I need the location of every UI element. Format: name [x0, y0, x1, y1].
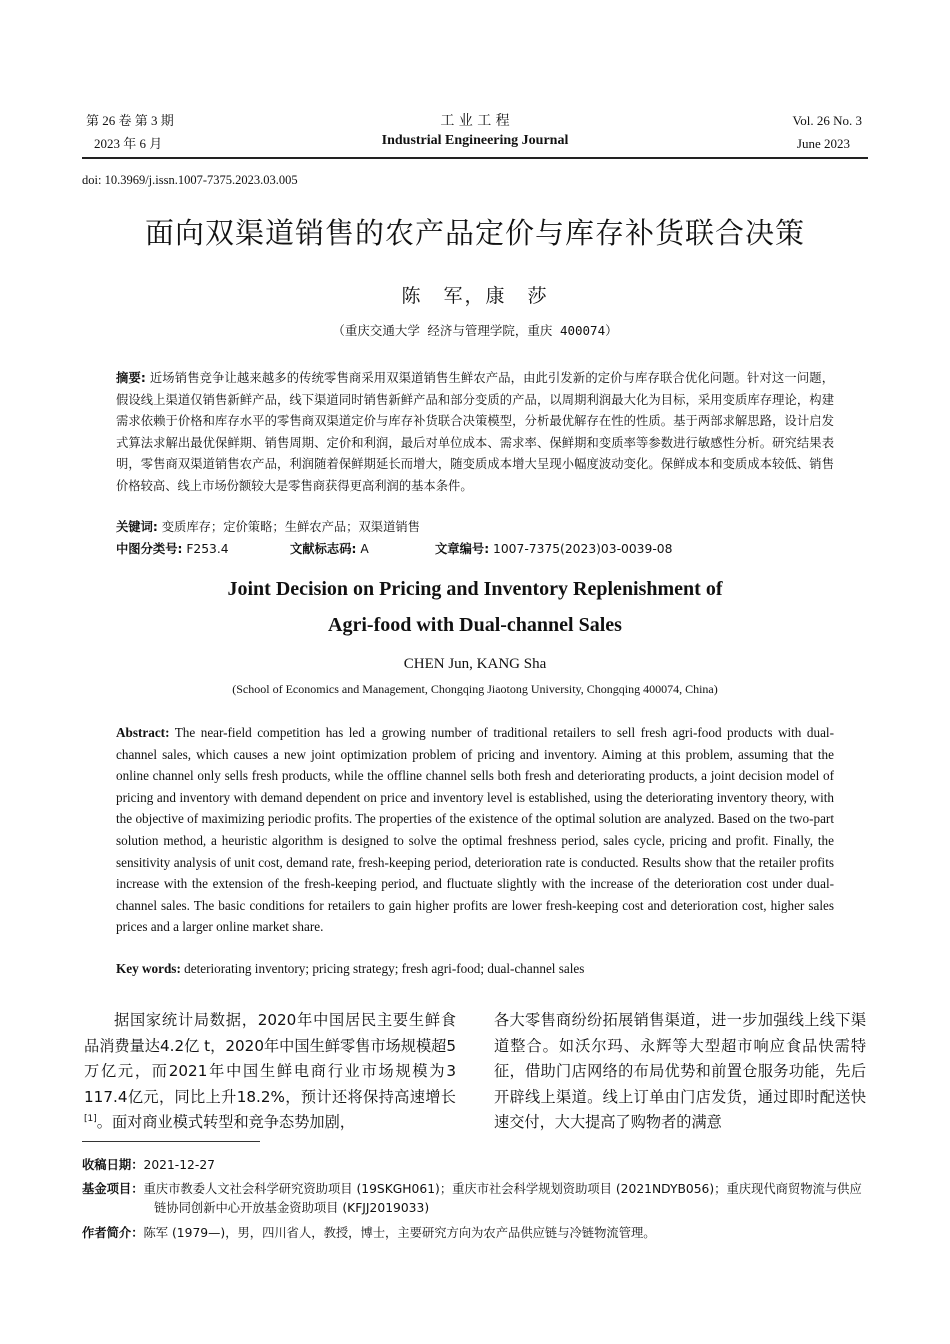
body-right-text: 各大零售商纷纷拓展销售渠道，进一步加强线上线下渠道整合。如沃尔玛、永辉等大型超市响应食品快需特征，借助门店网络的布局优势和前置仓服务功能，先后开辟线上渠道。线上订单由门店发货，通过即时配送快速交付，大大提高了购物者的满意 [494, 1011, 866, 1131]
abstract-cn-label: 摘要: [116, 371, 146, 385]
keywords-cn [116, 517, 834, 539]
article-no-label: 文章编号: [435, 542, 490, 556]
received-label: 收稿日期： [82, 1158, 144, 1172]
doc-code-label: 文献标志码: [290, 542, 357, 556]
author-bio-label: 作者简介： [82, 1226, 144, 1240]
abstract-en [116, 722, 834, 938]
issue-date: 2023 年 6 月 [94, 136, 163, 151]
footnote-rule [82, 1141, 260, 1142]
keywords-cn-text: 变质库存；定价策略；生鲜农产品；双渠道销售 [157, 520, 420, 534]
title-en-line1: Joint Decision on Pricing and Inventory Replenishment of [227, 578, 723, 600]
abstract-cn [116, 368, 834, 498]
body-column-right [494, 1008, 866, 1136]
journal-name-cn: 工 业 工 程 [440, 113, 510, 129]
doc-code-value: A [356, 542, 369, 556]
body-left-text: 据国家统计局数据，2020年中国居民主要生鲜食品消费量达4.2亿 t，2020年中国生鲜零售市场规模超5万亿元，而2021年中国生鲜电商行业市场规模为3 117.4亿元，同比上升18.2%，预计还将保持高速增长 [84, 1011, 456, 1106]
keywords-cn-label: 关键词: [116, 520, 158, 534]
fund-value: 重庆市教委人文社会科学研究资助项目 (19SKGH061)；重庆市社会科学规划资助项目 (2021NDYB056)；重庆现代商贸物流与供应链协同创新中心开放基金资助项目 (KFJJ2019033) [143, 1182, 862, 1215]
keywords-en-label: Key words: [116, 961, 181, 976]
abstract-en-label: Abstract: [116, 725, 170, 740]
author-bio-value: 陈军 (1979—)，男，四川省人，教授，博士，主要研究方向为农产品供应链与冷链物流管理。 [143, 1226, 656, 1240]
body-left-text-end: 。面对商业模式转型和竞争态势加剧， [96, 1113, 355, 1131]
affiliation-cn: （重庆交通大学 经济与管理学院，重庆 400074） [332, 323, 618, 338]
authors-cn: 陈 军，康 莎 [401, 285, 549, 307]
clc-code [116, 539, 229, 557]
abstract-en-text: The near-field competition has led a growing number of traditional retailers to sell fresh agri-food products with dual-channel sales, which causes a new joint optimization problem of pricing and inventory. Aiming at this problem, assuming that the online channel only sells fresh products, while the offline channel sells both fresh and deteriorating products, a joint decision model of pricing and inventory with demand dependent on price and inventory level is established, using the deteriorating inventory theory, with the objective of maximizing periodic profits. The properties of the existence of the optimal solution are analyzed. Based on the two-part solution method, a heuristic algorithm is designed to solve the optimal freshness period, sales cycle, pricing and profit. Finally, the sensitivity analysis of unit cost, demand rate, fresh-keeping period, deterioration rate is conducted. Results show that the retailer profits increase with the extension of the fresh-keeping period, and fluctuate slightly with the increase of the deterioration cost under dual-channel sales. The basic conditions for retailers to gain higher profits are lower fresh-keeping cost and deterioration cost, higher sales prices and a larger online market share. [116, 725, 834, 935]
article-no-value: 1007-7375(2023)03-0039-08 [489, 542, 673, 556]
article-number [435, 539, 672, 557]
keywords-en [116, 958, 834, 980]
clc-value: F253.4 [182, 542, 229, 556]
issue-volume: 第 26 卷 第 3 期 [86, 113, 174, 128]
received-value: 2021-12-27 [143, 1158, 215, 1172]
vol-no-en: Vol. 26 No. 3 [792, 113, 862, 128]
fund-note [82, 1180, 868, 1218]
citation-ref[interactable]: [1] [84, 1113, 97, 1124]
author-bio [82, 1224, 868, 1243]
abstract-cn-text: 近场销售竞争让越来越多的传统零售商采用双渠道销售生鲜农产品，由此引发新的定价与库存联合优化问题。针对这一问题，假设线上渠道仅销售新鲜产品，线下渠道同时销售新鲜产品和部分变质的产品，以周期利润最大化为目标，采用变质库存理论，构建需求依赖于价格和库存水平的零售商双渠道定价与库存补货联合决策模型，分析最优解存在性的性质。基于两部求解思路，设计启发式算法求解出最优保鲜期、销售周期、定价和利润，最后对单位成本、需求率、保鲜期和变质率等参数进行敏感性分析。研究结果表明，零售商双渠道销售农产品，利润随着保鲜期延长而增大，随变质成本增大呈现小幅度波动变化。保鲜成本和变质成本较低、销售价格较高、线上市场份额较大是零售商获得更高利润的基本条件。 [116, 371, 834, 493]
body-column-left [84, 1008, 456, 1136]
title-cn: 面向双渠道销售的农产品定价与库存补货联合决策 [144, 216, 805, 250]
date-en: June 2023 [796, 136, 850, 151]
header-rule [82, 157, 868, 159]
clc-label: 中图分类号: [116, 542, 183, 556]
title-en-line2: Agri-food with Dual-channel Sales [328, 614, 622, 636]
received-date [82, 1156, 868, 1175]
affiliation-en: (School of Economics and Management, Chongqing Jiaotong University, Chongqing 400074, China) [232, 682, 718, 696]
keywords-en-text: deteriorating inventory; pricing strategy; fresh agri-food; dual-channel sales [180, 961, 585, 976]
authors-en: CHEN Jun, KANG Sha [403, 656, 547, 672]
doc-code [290, 539, 369, 557]
fund-label: 基金项目： [82, 1182, 144, 1196]
journal-name-en: Industrial Engineering Journal [381, 133, 569, 148]
doi: doi: 10.3969/j.issn.1007-7375.2023.03.005 [82, 173, 298, 187]
